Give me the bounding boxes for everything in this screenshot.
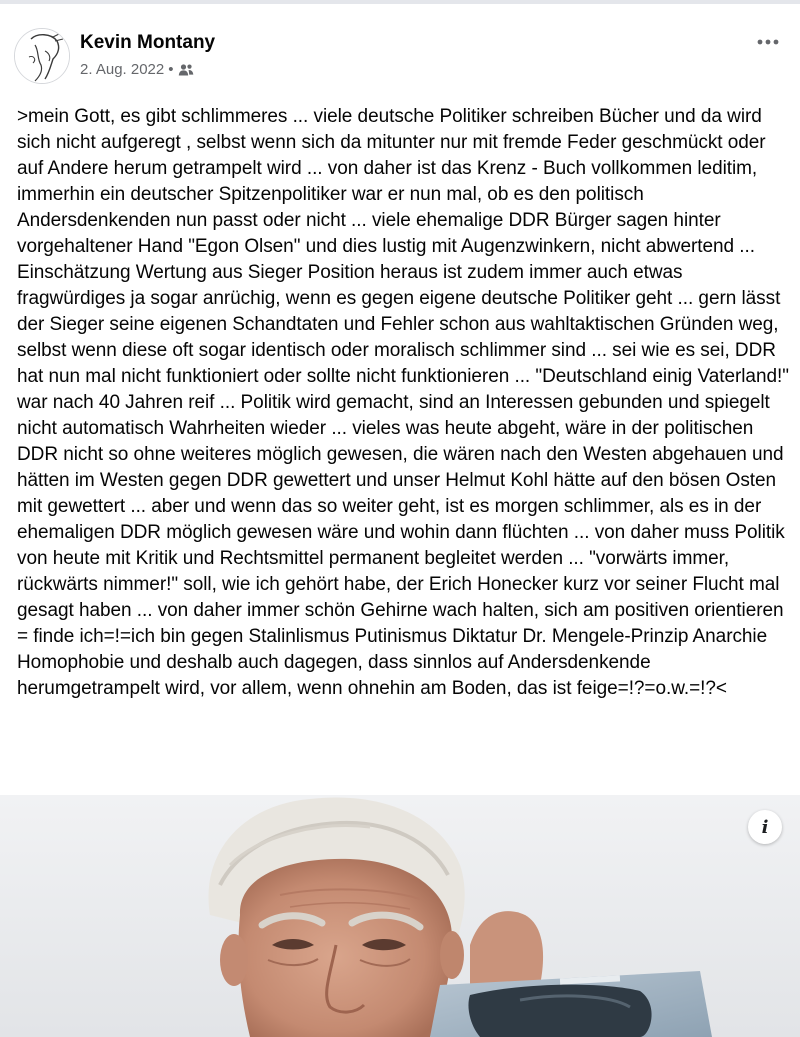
top-divider — [0, 0, 800, 4]
post-photo[interactable] — [0, 795, 800, 1037]
meta-separator: • — [168, 61, 174, 78]
info-button[interactable] — [748, 810, 782, 844]
avatar[interactable] — [14, 28, 70, 84]
post-text: >mein Gott, es gibt schlimmeres ... viele deutsche Politiker schreiben Bücher und da wird sich nicht aufgeregt , selbst wenn sich da mitunter nur mit fremde Feder geschmückt oder auf Andere herum getrampelt wird ... von daher ist das Krenz - Buch vollkommen leditim, immerhin ein deutscher Spitzenpolitiker war er nun mal, ob es den politisch Andersdenkenden nun passt oder nicht ... viele ehemalige DDR Bürger sagen hinter vorgehaltener Hand "Egon Olsen" und dies lustig mit Augenzwinkern, nicht abwertend ... Einschätzung Wertung aus Sieger Position heraus ist zudem immer auch etwas fragwürdiges ja sogar anrüchig, wenn es gegen eigene deutsche Politiker geht ... gern lässt der Sieger seine eigenen Schandtaten und Fehler schon aus wahltaktischen Gründen weg, selbst wenn diese oft sogar identisch oder moralisch schlimmer sind ... sei wie es sei, DDR hat nun mal nicht funktioniert oder sollte nicht funktionieren ... "Deutschland einig Vaterland!" war nach 40 Jahren reif ... Politik wird gemacht, sind an Interessen gebunden und spiegelt nicht automatisch Wahrheiten wieder ... vieles was heute abgeht, wäre in der politischen DDR nicht so ohne weiteres möglich gewesen, die wären nach den Westen abgehauen und hätten im Westen gegen DDR gewettert und unser Helmut Kohl hätte auf den bösen Osten mit gewettert ... aber und wenn das so weiter geht, ist es morgen schlimmer, als es in der ehemaligen DDR möglich gewesen wäre und wohin dann flüchten ... von daher muss Politik von heute mit Kritik und Rechtsmittel permanent begleitet werden ... "vorwärts immer, rückwärts nimmer!" soll, wie ich gehört habe, der Erich Honecker kurz vor seiner Flucht mal gesagt haben ... von daher immer schön Gehirne wach halten, sich am positiven orientieren = finde ich=!=ich bin gegen Stalinlismus Putinismus Diktatur Dr. Mengele-Prinzip Anarchie Homophobie und deshalb auch dagegen, dass sinnlos auf Andersdenkende herumgetrampelt wird, vor allem, wenn ohnehin am Boden, das ist feige=!?=o.w.=!?< — [17, 106, 789, 699]
photo-illustration — [0, 795, 800, 1037]
avatar-sketch-icon — [15, 29, 70, 84]
author-name[interactable]: Kevin Montany — [80, 32, 216, 53]
more-horizontal-icon — [757, 39, 779, 45]
post-meta — [80, 61, 194, 78]
people-icon[interactable] — [178, 63, 194, 77]
more-options-button[interactable] — [752, 32, 784, 52]
post-header — [14, 28, 786, 88]
info-icon: i — [761, 816, 769, 838]
post-date[interactable]: 2. Aug. 2022 — [80, 61, 165, 78]
